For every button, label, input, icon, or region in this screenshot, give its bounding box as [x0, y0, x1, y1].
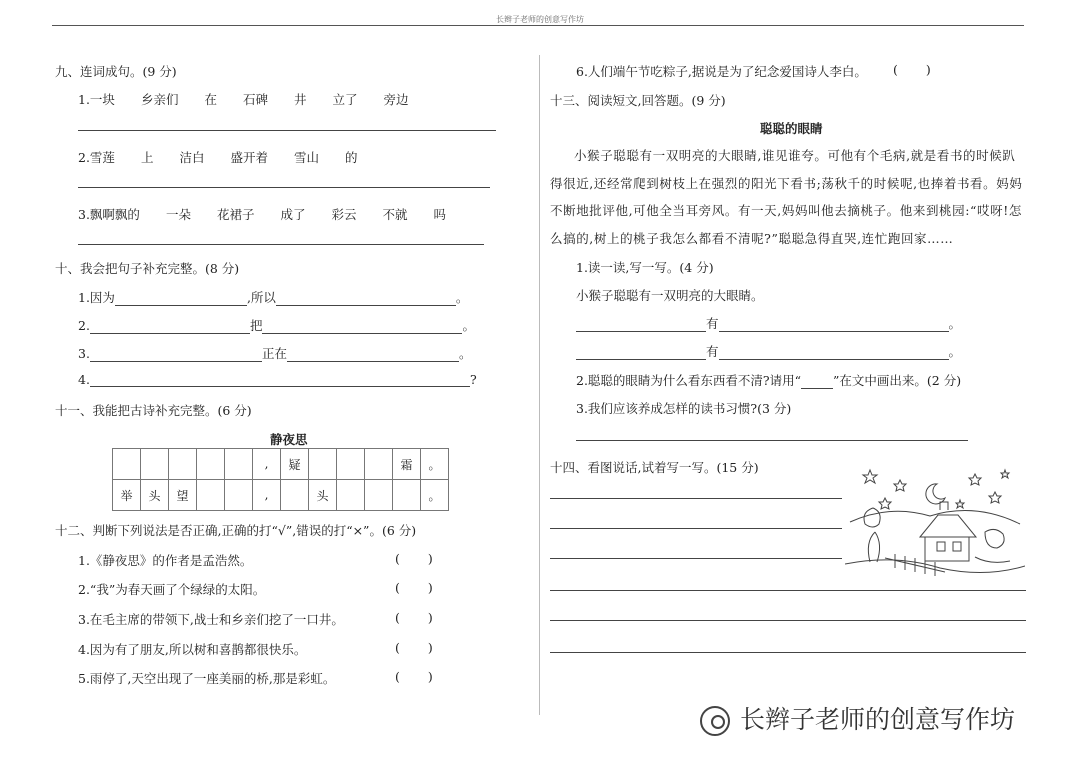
word-chip: 彩云: [331, 207, 357, 222]
answer-line[interactable]: [78, 187, 490, 188]
s13-write-line-2: [576, 342, 961, 360]
fill-blank[interactable]: [576, 346, 706, 360]
s13-q1: 1.读一读,写一写。(4 分): [576, 260, 714, 275]
poem-cell[interactable]: [197, 480, 225, 511]
poem-grid: [112, 448, 449, 511]
s12-item-1: 1.《静夜思》的作者是孟浩然。: [78, 553, 253, 568]
s10-heading: 十、我会把句子补充完整。(8 分): [55, 261, 240, 276]
word-chip: 成了: [280, 207, 306, 222]
s12-item-3: 3.在毛主席的带领下,战士和乡亲们挖了一口井。: [78, 612, 344, 627]
fill-blank[interactable]: [719, 346, 949, 360]
word-chip: 的: [345, 150, 358, 165]
s13-example: 小猴子聪聪有一双明亮的大眼睛。: [576, 288, 764, 303]
answer-paren[interactable]: ( ): [395, 610, 433, 625]
word-chip: 乡亲们: [140, 92, 179, 107]
word-chip: 花裙子: [216, 207, 255, 222]
s13-end-1: 。: [948, 316, 962, 331]
night-scene-illustration: [845, 462, 1025, 582]
reading-passage: 小猴子聪聪有一双明亮的大眼睛,谁见谁夸。可他有个毛病,就是看书的时候趴得很近,还经常爬到树枝上在强烈的阳光下看书;荡秋千的时候呢,也捧着书看。妈妈不断地批评他,可他全当耳旁风。有一天,妈妈叫他去摘桃子。他来到桃园:“哎呀!怎么搞的,树上的桃子我怎么都看不清呢?”聪聪急得直哭,连忙跑回家……: [550, 148, 1023, 246]
poem-cell[interactable]: [337, 480, 365, 511]
s10-l1-prefix: 1.因为: [78, 290, 115, 305]
answer-paren[interactable]: ( ): [395, 551, 433, 566]
word-chip: 盛开着: [230, 150, 268, 165]
poem-cell: ,: [253, 449, 281, 480]
s10-l4-end: ?: [469, 372, 477, 387]
s10-line-4: [78, 372, 477, 387]
word-chip: 3.飘啊飘的: [78, 207, 140, 222]
s11-heading: 十一、我能把古诗补充完整。(6 分): [55, 403, 252, 418]
s10-l4-prefix: 4.: [78, 372, 90, 387]
s13-q3: 3.我们应该养成怎样的读书习惯?(3 分): [576, 401, 792, 416]
poem-cell: 。: [421, 449, 449, 480]
s10-l2-prefix: 2.: [78, 318, 90, 333]
fill-blank[interactable]: [90, 348, 262, 362]
column-divider: [539, 55, 540, 715]
writing-line[interactable]: [550, 590, 1026, 591]
word-chip: 吗: [433, 207, 447, 222]
writing-line[interactable]: [550, 498, 842, 499]
poem-cell[interactable]: [365, 449, 393, 480]
page-header: 长辫子老师的创意写作坊: [496, 15, 584, 24]
poem-title: 静夜思: [270, 432, 308, 447]
s10-l2-end: 。: [462, 318, 475, 333]
fill-blank[interactable]: [90, 373, 470, 387]
s12-item-2: 2.“我”为春天画了个绿绿的太阳。: [78, 582, 266, 597]
s10-l2-mid: 把: [249, 318, 263, 333]
poem-cell[interactable]: [141, 449, 169, 480]
s9-word-row-2: [78, 148, 384, 166]
writing-line[interactable]: [550, 528, 842, 529]
s13-q2: [576, 371, 961, 389]
s13-you-1: 有: [706, 316, 719, 331]
word-chip: 2.雪莲: [78, 150, 115, 165]
s10-l3-end: 。: [458, 346, 472, 361]
s9-heading: 九、连词成句。(9 分): [55, 64, 177, 79]
poem-cell: 。: [421, 480, 449, 511]
word-chip: 井: [293, 92, 307, 107]
word-chip: 1.一块: [78, 92, 115, 107]
answer-paren[interactable]: ( ): [395, 640, 433, 655]
s10-l1-mid: ,所以: [246, 290, 276, 305]
poem-cell[interactable]: [365, 480, 393, 511]
wechat-icon: [700, 706, 730, 736]
fill-blank[interactable]: [90, 320, 250, 334]
answer-paren[interactable]: ( ): [395, 580, 433, 595]
poem-cell[interactable]: [169, 449, 197, 480]
s12-item-4: 4.因为有了朋友,所以树和喜鹊都很快乐。: [78, 642, 307, 657]
writing-line[interactable]: [550, 652, 1026, 653]
s13-heading: 十三、阅读短文,回答题。(9 分): [550, 93, 726, 108]
poem-cell[interactable]: [113, 449, 141, 480]
s13-end-2: 。: [948, 344, 962, 359]
s12-item-5: 5.雨停了,天空出现了一座美丽的桥,那是彩虹。: [78, 671, 336, 686]
s9-word-row-3: [78, 205, 472, 223]
word-chip: 上: [140, 150, 154, 165]
s10-line-2: [78, 316, 475, 334]
s13-you-2: 有: [706, 344, 719, 359]
poem-cell: 举: [113, 480, 141, 511]
poem-cell[interactable]: [281, 480, 309, 511]
poem-cell[interactable]: [309, 449, 337, 480]
poem-cell: ,: [253, 480, 281, 511]
s13-write-line-1: [576, 314, 961, 332]
poem-cell: 霜: [393, 449, 421, 480]
poem-cell[interactable]: [197, 449, 225, 480]
s12-item-6: 6.人们端午节吃粽子,据说是为了纪念爱国诗人李白。: [576, 64, 867, 79]
watermark: [700, 700, 1015, 736]
s12-heading: 十二、判断下列说法是否正确,正确的打“√”,错误的打“×”。(6 分): [55, 523, 417, 538]
word-chip: 石碑: [242, 92, 268, 107]
answer-line[interactable]: [576, 440, 968, 441]
s13-q2-part-1: 2.聪聪的眼睛为什么看东西看不清?请用“: [576, 373, 802, 388]
s10-l3-mid: 正在: [261, 346, 287, 361]
watermark-text: 长辫子老师的创意写作坊: [740, 705, 1016, 734]
s9-word-row-1: [78, 90, 435, 108]
poem-cell[interactable]: [225, 480, 253, 511]
answer-paren[interactable]: ( ): [395, 669, 433, 684]
s10-line-3: [78, 344, 471, 362]
word-chip: 旁边: [383, 92, 409, 107]
fill-blank[interactable]: [276, 292, 456, 306]
s10-l1-end: 。: [455, 290, 469, 305]
header-rule: [52, 25, 1024, 26]
fill-blank[interactable]: [801, 375, 833, 389]
word-chip: 洁白: [179, 150, 205, 165]
word-chip: 雪山: [293, 150, 319, 165]
fill-blank[interactable]: [115, 292, 247, 306]
word-chip: 在: [204, 92, 217, 107]
s10-line-1: [78, 288, 468, 306]
s13-q2-part-2: ”在文中画出来。(2 分): [833, 373, 962, 388]
s10-l3-prefix: 3.: [78, 346, 90, 361]
fill-blank[interactable]: [287, 348, 459, 362]
poem-cell[interactable]: [225, 449, 253, 480]
passage-title: 聪聪的眼睛: [760, 121, 823, 136]
word-chip: 立了: [332, 92, 358, 107]
fill-blank[interactable]: [262, 320, 462, 334]
poem-cell[interactable]: [337, 449, 365, 480]
word-chip: 不就: [382, 207, 408, 222]
poem-cell: 头: [309, 480, 337, 511]
writing-line[interactable]: [550, 558, 842, 559]
answer-line[interactable]: [78, 130, 496, 131]
poem-cell: 头: [141, 480, 169, 511]
writing-line[interactable]: [550, 620, 1026, 621]
s14-heading: 十四、看图说话,试着写一写。(15 分): [550, 460, 759, 475]
poem-cell[interactable]: [393, 480, 421, 511]
answer-paren[interactable]: ( ): [893, 62, 931, 77]
answer-line[interactable]: [78, 244, 484, 245]
fill-blank[interactable]: [719, 318, 949, 332]
word-chip: 一朵: [165, 207, 191, 222]
poem-cell: 望: [169, 480, 197, 511]
poem-cell: 疑: [281, 449, 309, 480]
fill-blank[interactable]: [576, 318, 706, 332]
